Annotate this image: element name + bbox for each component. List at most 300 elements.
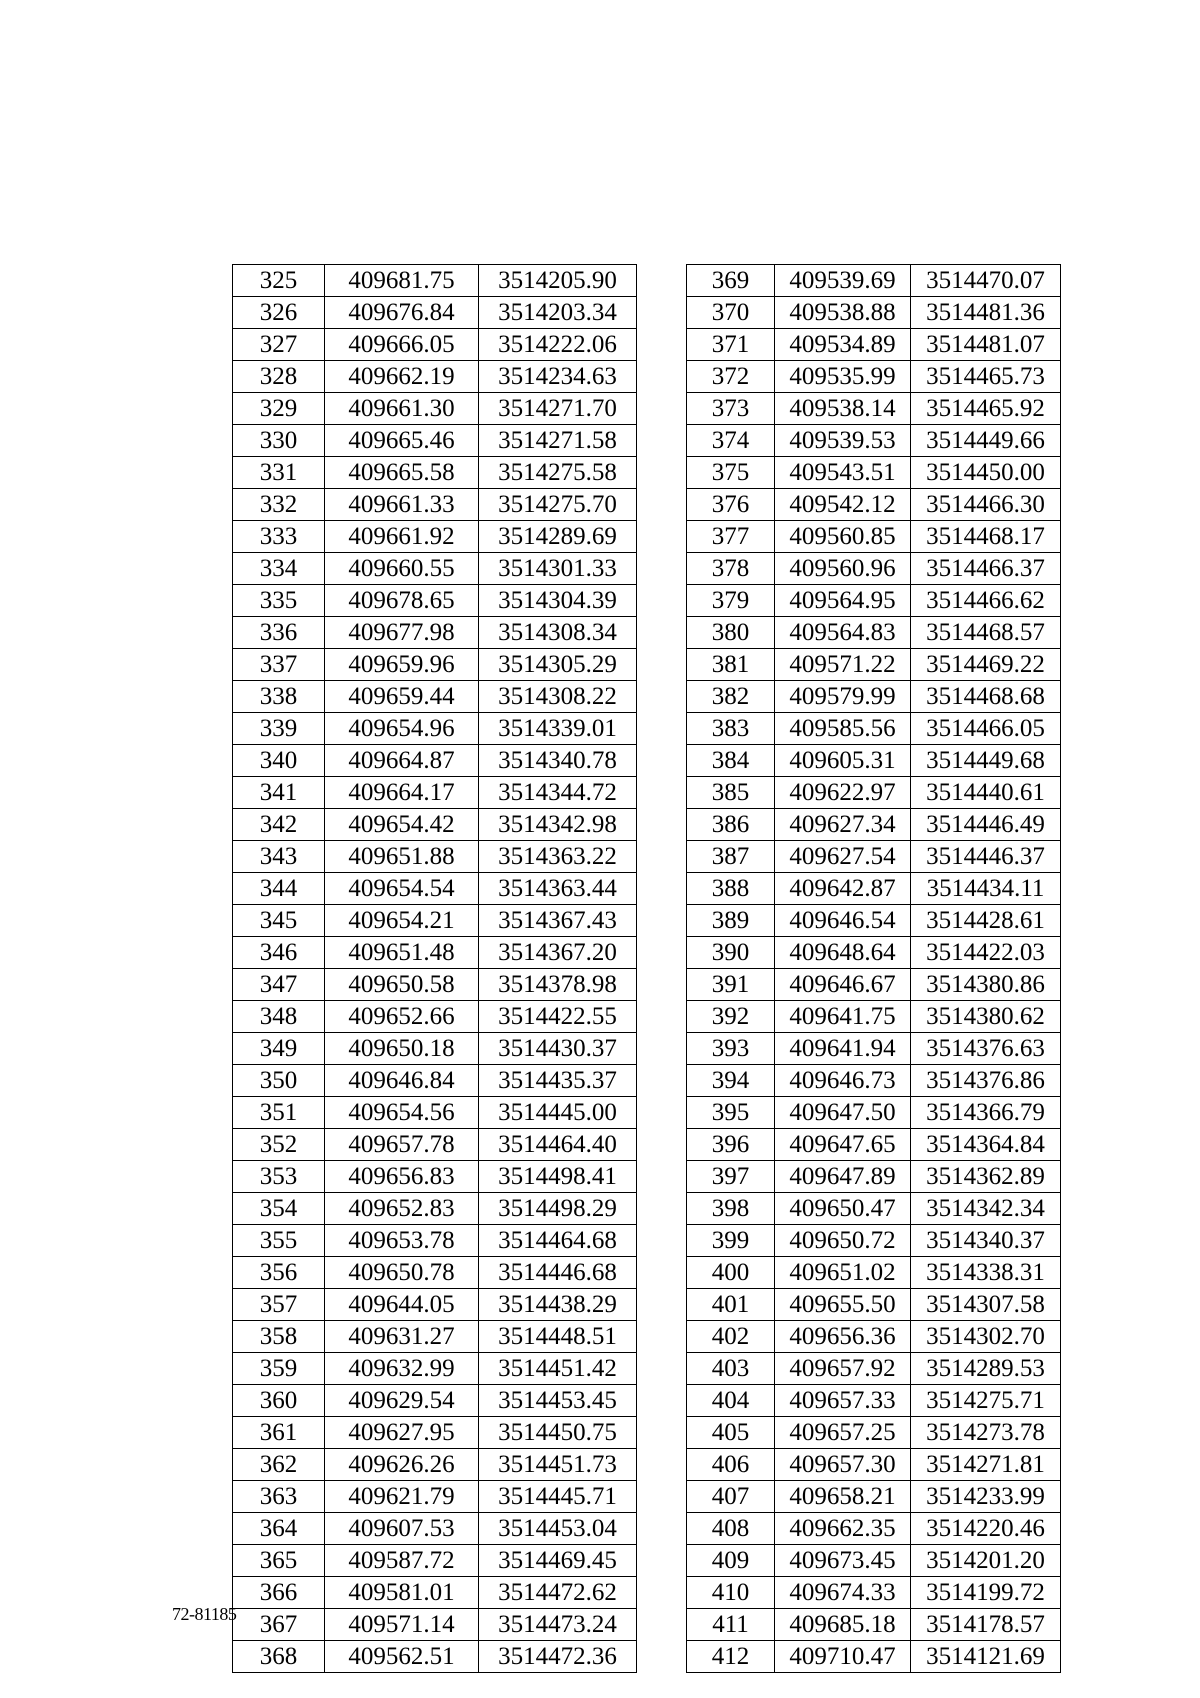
table-row <box>233 329 637 361</box>
northing-cell: 3514178.57 <box>911 1609 1061 1641</box>
point-number-cell: 374 <box>687 425 775 457</box>
table-row <box>687 1257 1061 1289</box>
coordinate-table-right <box>686 264 1061 1673</box>
northing-cell: 3514380.62 <box>911 1001 1061 1033</box>
point-number-cell: 362 <box>233 1449 325 1481</box>
northing-cell: 3514271.81 <box>911 1449 1061 1481</box>
table-row <box>687 1545 1061 1577</box>
table-row <box>687 1577 1061 1609</box>
northing-cell: 3514453.45 <box>479 1385 637 1417</box>
point-number-cell: 341 <box>233 777 325 809</box>
northing-cell: 3514450.00 <box>911 457 1061 489</box>
northing-cell: 3514308.34 <box>479 617 637 649</box>
easting-cell: 409678.65 <box>325 585 479 617</box>
table-row <box>687 489 1061 521</box>
point-number-cell: 360 <box>233 1385 325 1417</box>
easting-cell: 409607.53 <box>325 1513 479 1545</box>
table-row <box>233 617 637 649</box>
point-number-cell: 406 <box>687 1449 775 1481</box>
point-number-cell: 379 <box>687 585 775 617</box>
table-row <box>233 425 637 457</box>
point-number-cell: 371 <box>687 329 775 361</box>
table-row <box>687 521 1061 553</box>
table-row <box>233 1065 637 1097</box>
table-row <box>233 489 637 521</box>
point-number-cell: 409 <box>687 1545 775 1577</box>
table-row <box>233 745 637 777</box>
easting-cell: 409627.95 <box>325 1417 479 1449</box>
table-row <box>687 1641 1061 1673</box>
easting-cell: 409657.33 <box>775 1385 911 1417</box>
northing-cell: 3514438.29 <box>479 1289 637 1321</box>
point-number-cell: 384 <box>687 745 775 777</box>
easting-cell: 409661.92 <box>325 521 479 553</box>
table-row <box>687 617 1061 649</box>
point-number-cell: 398 <box>687 1193 775 1225</box>
point-number-cell: 412 <box>687 1641 775 1673</box>
northing-cell: 3514472.36 <box>479 1641 637 1673</box>
easting-cell: 409560.85 <box>775 521 911 553</box>
table-row <box>687 937 1061 969</box>
table-row <box>233 1449 637 1481</box>
table-row <box>687 393 1061 425</box>
table-row <box>687 905 1061 937</box>
easting-cell: 409647.65 <box>775 1129 911 1161</box>
northing-cell: 3514446.37 <box>911 841 1061 873</box>
point-number-cell: 336 <box>233 617 325 649</box>
northing-cell: 3514367.43 <box>479 905 637 937</box>
point-number-cell: 339 <box>233 713 325 745</box>
northing-cell: 3514203.34 <box>479 297 637 329</box>
point-number-cell: 404 <box>687 1385 775 1417</box>
northing-cell: 3514469.22 <box>911 649 1061 681</box>
table-row <box>233 1097 637 1129</box>
northing-cell: 3514367.20 <box>479 937 637 969</box>
table-row <box>233 1193 637 1225</box>
point-number-cell: 403 <box>687 1353 775 1385</box>
easting-cell: 409535.99 <box>775 361 911 393</box>
northing-cell: 3514302.70 <box>911 1321 1061 1353</box>
table-row <box>687 1609 1061 1641</box>
northing-cell: 3514220.46 <box>911 1513 1061 1545</box>
table-row <box>687 1065 1061 1097</box>
northing-cell: 3514498.41 <box>479 1161 637 1193</box>
coordinate-table-right-body <box>687 265 1061 1673</box>
table-row <box>233 1129 637 1161</box>
easting-cell: 409650.78 <box>325 1257 479 1289</box>
easting-cell: 409656.83 <box>325 1161 479 1193</box>
point-number-cell: 397 <box>687 1161 775 1193</box>
point-number-cell: 395 <box>687 1097 775 1129</box>
easting-cell: 409665.46 <box>325 425 479 457</box>
easting-cell: 409652.83 <box>325 1193 479 1225</box>
table-row <box>233 937 637 969</box>
point-number-cell: 411 <box>687 1609 775 1641</box>
northing-cell: 3514289.69 <box>479 521 637 553</box>
northing-cell: 3514468.57 <box>911 617 1061 649</box>
table-row <box>687 457 1061 489</box>
point-number-cell: 350 <box>233 1065 325 1097</box>
table-row <box>233 1321 637 1353</box>
point-number-cell: 385 <box>687 777 775 809</box>
northing-cell: 3514342.98 <box>479 809 637 841</box>
easting-cell: 409605.31 <box>775 745 911 777</box>
northing-cell: 3514344.72 <box>479 777 637 809</box>
easting-cell: 409587.72 <box>325 1545 479 1577</box>
point-number-cell: 338 <box>233 681 325 713</box>
easting-cell: 409648.64 <box>775 937 911 969</box>
northing-cell: 3514445.00 <box>479 1097 637 1129</box>
point-number-cell: 353 <box>233 1161 325 1193</box>
easting-cell: 409560.96 <box>775 553 911 585</box>
table-row <box>233 393 637 425</box>
coordinate-table-left <box>232 264 637 1673</box>
point-number-cell: 391 <box>687 969 775 1001</box>
point-number-cell: 328 <box>233 361 325 393</box>
northing-cell: 3514340.37 <box>911 1225 1061 1257</box>
point-number-cell: 340 <box>233 745 325 777</box>
point-number-cell: 354 <box>233 1193 325 1225</box>
point-number-cell: 380 <box>687 617 775 649</box>
point-number-cell: 378 <box>687 553 775 585</box>
table-row <box>687 1161 1061 1193</box>
easting-cell: 409665.58 <box>325 457 479 489</box>
point-number-cell: 389 <box>687 905 775 937</box>
easting-cell: 409581.01 <box>325 1577 479 1609</box>
northing-cell: 3514451.73 <box>479 1449 637 1481</box>
point-number-cell: 401 <box>687 1289 775 1321</box>
table-row <box>687 841 1061 873</box>
northing-cell: 3514342.34 <box>911 1193 1061 1225</box>
point-number-cell: 349 <box>233 1033 325 1065</box>
point-number-cell: 368 <box>233 1641 325 1673</box>
easting-cell: 409651.48 <box>325 937 479 969</box>
northing-cell: 3514364.84 <box>911 1129 1061 1161</box>
easting-cell: 409646.73 <box>775 1065 911 1097</box>
easting-cell: 409664.87 <box>325 745 479 777</box>
northing-cell: 3514222.06 <box>479 329 637 361</box>
easting-cell: 409655.50 <box>775 1289 911 1321</box>
northing-cell: 3514340.78 <box>479 745 637 777</box>
table-row <box>687 873 1061 905</box>
table-row <box>233 713 637 745</box>
northing-cell: 3514428.61 <box>911 905 1061 937</box>
northing-cell: 3514449.66 <box>911 425 1061 457</box>
table-row <box>233 809 637 841</box>
easting-cell: 409647.89 <box>775 1161 911 1193</box>
northing-cell: 3514289.53 <box>911 1353 1061 1385</box>
easting-cell: 409564.83 <box>775 617 911 649</box>
table-row <box>687 1097 1061 1129</box>
northing-cell: 3514481.07 <box>911 329 1061 361</box>
easting-cell: 409571.14 <box>325 1609 479 1641</box>
easting-cell: 409654.21 <box>325 905 479 937</box>
northing-cell: 3514464.68 <box>479 1225 637 1257</box>
point-number-cell: 364 <box>233 1513 325 1545</box>
table-row <box>687 553 1061 585</box>
easting-cell: 409538.88 <box>775 297 911 329</box>
northing-cell: 3514453.04 <box>479 1513 637 1545</box>
northing-cell: 3514273.78 <box>911 1417 1061 1449</box>
document-code: 72-81185 <box>172 1604 237 1624</box>
easting-cell: 409644.05 <box>325 1289 479 1321</box>
northing-cell: 3514339.01 <box>479 713 637 745</box>
northing-cell: 3514271.58 <box>479 425 637 457</box>
easting-cell: 409631.27 <box>325 1321 479 1353</box>
easting-cell: 409677.98 <box>325 617 479 649</box>
easting-cell: 409681.75 <box>325 265 479 297</box>
point-number-cell: 405 <box>687 1417 775 1449</box>
easting-cell: 409654.96 <box>325 713 479 745</box>
northing-cell: 3514234.63 <box>479 361 637 393</box>
easting-cell: 409657.78 <box>325 1129 479 1161</box>
easting-cell: 409661.33 <box>325 489 479 521</box>
point-number-cell: 393 <box>687 1033 775 1065</box>
point-number-cell: 410 <box>687 1577 775 1609</box>
easting-cell: 409656.36 <box>775 1321 911 1353</box>
point-number-cell: 345 <box>233 905 325 937</box>
easting-cell: 409627.34 <box>775 809 911 841</box>
point-number-cell: 325 <box>233 265 325 297</box>
point-number-cell: 334 <box>233 553 325 585</box>
northing-cell: 3514449.68 <box>911 745 1061 777</box>
easting-cell: 409629.54 <box>325 1385 479 1417</box>
table-row <box>687 1449 1061 1481</box>
table-row <box>233 585 637 617</box>
northing-cell: 3514466.05 <box>911 713 1061 745</box>
point-number-cell: 358 <box>233 1321 325 1353</box>
easting-cell: 409642.87 <box>775 873 911 905</box>
table-row <box>687 1129 1061 1161</box>
northing-cell: 3514362.89 <box>911 1161 1061 1193</box>
table-row <box>233 1001 637 1033</box>
northing-cell: 3514275.58 <box>479 457 637 489</box>
easting-cell: 409627.54 <box>775 841 911 873</box>
table-row <box>687 1225 1061 1257</box>
easting-cell: 409621.79 <box>325 1481 479 1513</box>
easting-cell: 409661.30 <box>325 393 479 425</box>
table-row <box>687 297 1061 329</box>
easting-cell: 409652.66 <box>325 1001 479 1033</box>
northing-cell: 3514378.98 <box>479 969 637 1001</box>
table-row <box>233 457 637 489</box>
table-row <box>687 265 1061 297</box>
point-number-cell: 332 <box>233 489 325 521</box>
table-row <box>233 1225 637 1257</box>
point-number-cell: 387 <box>687 841 775 873</box>
easting-cell: 409539.69 <box>775 265 911 297</box>
point-number-cell: 343 <box>233 841 325 873</box>
easting-cell: 409654.54 <box>325 873 479 905</box>
northing-cell: 3514446.68 <box>479 1257 637 1289</box>
point-number-cell: 402 <box>687 1321 775 1353</box>
northing-cell: 3514465.92 <box>911 393 1061 425</box>
northing-cell: 3514445.71 <box>479 1481 637 1513</box>
easting-cell: 409538.14 <box>775 393 911 425</box>
table-row <box>687 1417 1061 1449</box>
northing-cell: 3514465.73 <box>911 361 1061 393</box>
northing-cell: 3514376.63 <box>911 1033 1061 1065</box>
easting-cell: 409666.05 <box>325 329 479 361</box>
point-number-cell: 330 <box>233 425 325 457</box>
point-number-cell: 373 <box>687 393 775 425</box>
easting-cell: 409659.96 <box>325 649 479 681</box>
easting-cell: 409654.42 <box>325 809 479 841</box>
northing-cell: 3514121.69 <box>911 1641 1061 1673</box>
table-row <box>233 1481 637 1513</box>
table-row <box>233 1353 637 1385</box>
table-row <box>687 1513 1061 1545</box>
table-row <box>233 1033 637 1065</box>
table-row <box>233 1385 637 1417</box>
point-number-cell: 327 <box>233 329 325 361</box>
easting-cell: 409664.17 <box>325 777 479 809</box>
point-number-cell: 359 <box>233 1353 325 1385</box>
point-number-cell: 381 <box>687 649 775 681</box>
table-row <box>233 777 637 809</box>
point-number-cell: 399 <box>687 1225 775 1257</box>
northing-cell: 3514301.33 <box>479 553 637 585</box>
point-number-cell: 333 <box>233 521 325 553</box>
table-row <box>233 553 637 585</box>
northing-cell: 3514380.86 <box>911 969 1061 1001</box>
northing-cell: 3514450.75 <box>479 1417 637 1449</box>
northing-cell: 3514376.86 <box>911 1065 1061 1097</box>
table-row <box>233 1161 637 1193</box>
table-row <box>233 1545 637 1577</box>
easting-cell: 409650.47 <box>775 1193 911 1225</box>
easting-cell: 409539.53 <box>775 425 911 457</box>
point-number-cell: 366 <box>233 1577 325 1609</box>
northing-cell: 3514446.49 <box>911 809 1061 841</box>
point-number-cell: 367 <box>233 1609 325 1641</box>
northing-cell: 3514422.55 <box>479 1001 637 1033</box>
table-row <box>233 969 637 1001</box>
point-number-cell: 394 <box>687 1065 775 1097</box>
table-row <box>233 361 637 393</box>
easting-cell: 409650.72 <box>775 1225 911 1257</box>
northing-cell: 3514451.42 <box>479 1353 637 1385</box>
table-row <box>233 1417 637 1449</box>
point-number-cell: 382 <box>687 681 775 713</box>
easting-cell: 409647.50 <box>775 1097 911 1129</box>
point-number-cell: 390 <box>687 937 775 969</box>
table-row <box>687 329 1061 361</box>
point-number-cell: 326 <box>233 297 325 329</box>
table-row <box>233 1289 637 1321</box>
easting-cell: 409676.84 <box>325 297 479 329</box>
northing-cell: 3514304.39 <box>479 585 637 617</box>
point-number-cell: 361 <box>233 1417 325 1449</box>
point-number-cell: 356 <box>233 1257 325 1289</box>
table-row <box>233 905 637 937</box>
northing-cell: 3514275.70 <box>479 489 637 521</box>
northing-cell: 3514305.29 <box>479 649 637 681</box>
table-row <box>687 425 1061 457</box>
easting-cell: 409651.02 <box>775 1257 911 1289</box>
table-row <box>687 1001 1061 1033</box>
easting-cell: 409646.84 <box>325 1065 479 1097</box>
table-row <box>687 713 1061 745</box>
easting-cell: 409542.12 <box>775 489 911 521</box>
point-number-cell: 400 <box>687 1257 775 1289</box>
table-row <box>687 1193 1061 1225</box>
table-row <box>687 745 1061 777</box>
northing-cell: 3514308.22 <box>479 681 637 713</box>
table-row <box>233 521 637 553</box>
northing-cell: 3514233.99 <box>911 1481 1061 1513</box>
easting-cell: 409641.75 <box>775 1001 911 1033</box>
easting-cell: 409673.45 <box>775 1545 911 1577</box>
easting-cell: 409622.97 <box>775 777 911 809</box>
easting-cell: 409562.51 <box>325 1641 479 1673</box>
easting-cell: 409650.58 <box>325 969 479 1001</box>
easting-cell: 409662.35 <box>775 1513 911 1545</box>
easting-cell: 409657.25 <box>775 1417 911 1449</box>
table-row <box>687 969 1061 1001</box>
northing-cell: 3514430.37 <box>479 1033 637 1065</box>
easting-cell: 409674.33 <box>775 1577 911 1609</box>
easting-cell: 409653.78 <box>325 1225 479 1257</box>
northing-cell: 3514468.17 <box>911 521 1061 553</box>
northing-cell: 3514434.11 <box>911 873 1061 905</box>
table-row <box>233 681 637 713</box>
northing-cell: 3514448.51 <box>479 1321 637 1353</box>
point-number-cell: 407 <box>687 1481 775 1513</box>
point-number-cell: 351 <box>233 1097 325 1129</box>
easting-cell: 409543.51 <box>775 457 911 489</box>
point-number-cell: 363 <box>233 1481 325 1513</box>
easting-cell: 409646.67 <box>775 969 911 1001</box>
northing-cell: 3514366.79 <box>911 1097 1061 1129</box>
point-number-cell: 408 <box>687 1513 775 1545</box>
table-row <box>233 649 637 681</box>
northing-cell: 3514275.71 <box>911 1385 1061 1417</box>
northing-cell: 3514464.40 <box>479 1129 637 1161</box>
point-number-cell: 383 <box>687 713 775 745</box>
coordinate-table-left-body <box>233 265 637 1673</box>
northing-cell: 3514435.37 <box>479 1065 637 1097</box>
table-row <box>687 649 1061 681</box>
table-row <box>233 1609 637 1641</box>
northing-cell: 3514363.22 <box>479 841 637 873</box>
point-number-cell: 329 <box>233 393 325 425</box>
point-number-cell: 377 <box>687 521 775 553</box>
easting-cell: 409579.99 <box>775 681 911 713</box>
northing-cell: 3514469.45 <box>479 1545 637 1577</box>
easting-cell: 409632.99 <box>325 1353 479 1385</box>
easting-cell: 409660.55 <box>325 553 479 585</box>
northing-cell: 3514201.20 <box>911 1545 1061 1577</box>
easting-cell: 409564.95 <box>775 585 911 617</box>
easting-cell: 409710.47 <box>775 1641 911 1673</box>
northing-cell: 3514481.36 <box>911 297 1061 329</box>
table-row <box>233 1513 637 1545</box>
point-number-cell: 372 <box>687 361 775 393</box>
table-row <box>687 777 1061 809</box>
easting-cell: 409626.26 <box>325 1449 479 1481</box>
point-number-cell: 335 <box>233 585 325 617</box>
easting-cell: 409654.56 <box>325 1097 479 1129</box>
northing-cell: 3514205.90 <box>479 265 637 297</box>
point-number-cell: 357 <box>233 1289 325 1321</box>
easting-cell: 409646.54 <box>775 905 911 937</box>
table-row <box>233 297 637 329</box>
point-number-cell: 352 <box>233 1129 325 1161</box>
table-row <box>687 1385 1061 1417</box>
northing-cell: 3514199.72 <box>911 1577 1061 1609</box>
northing-cell: 3514498.29 <box>479 1193 637 1225</box>
